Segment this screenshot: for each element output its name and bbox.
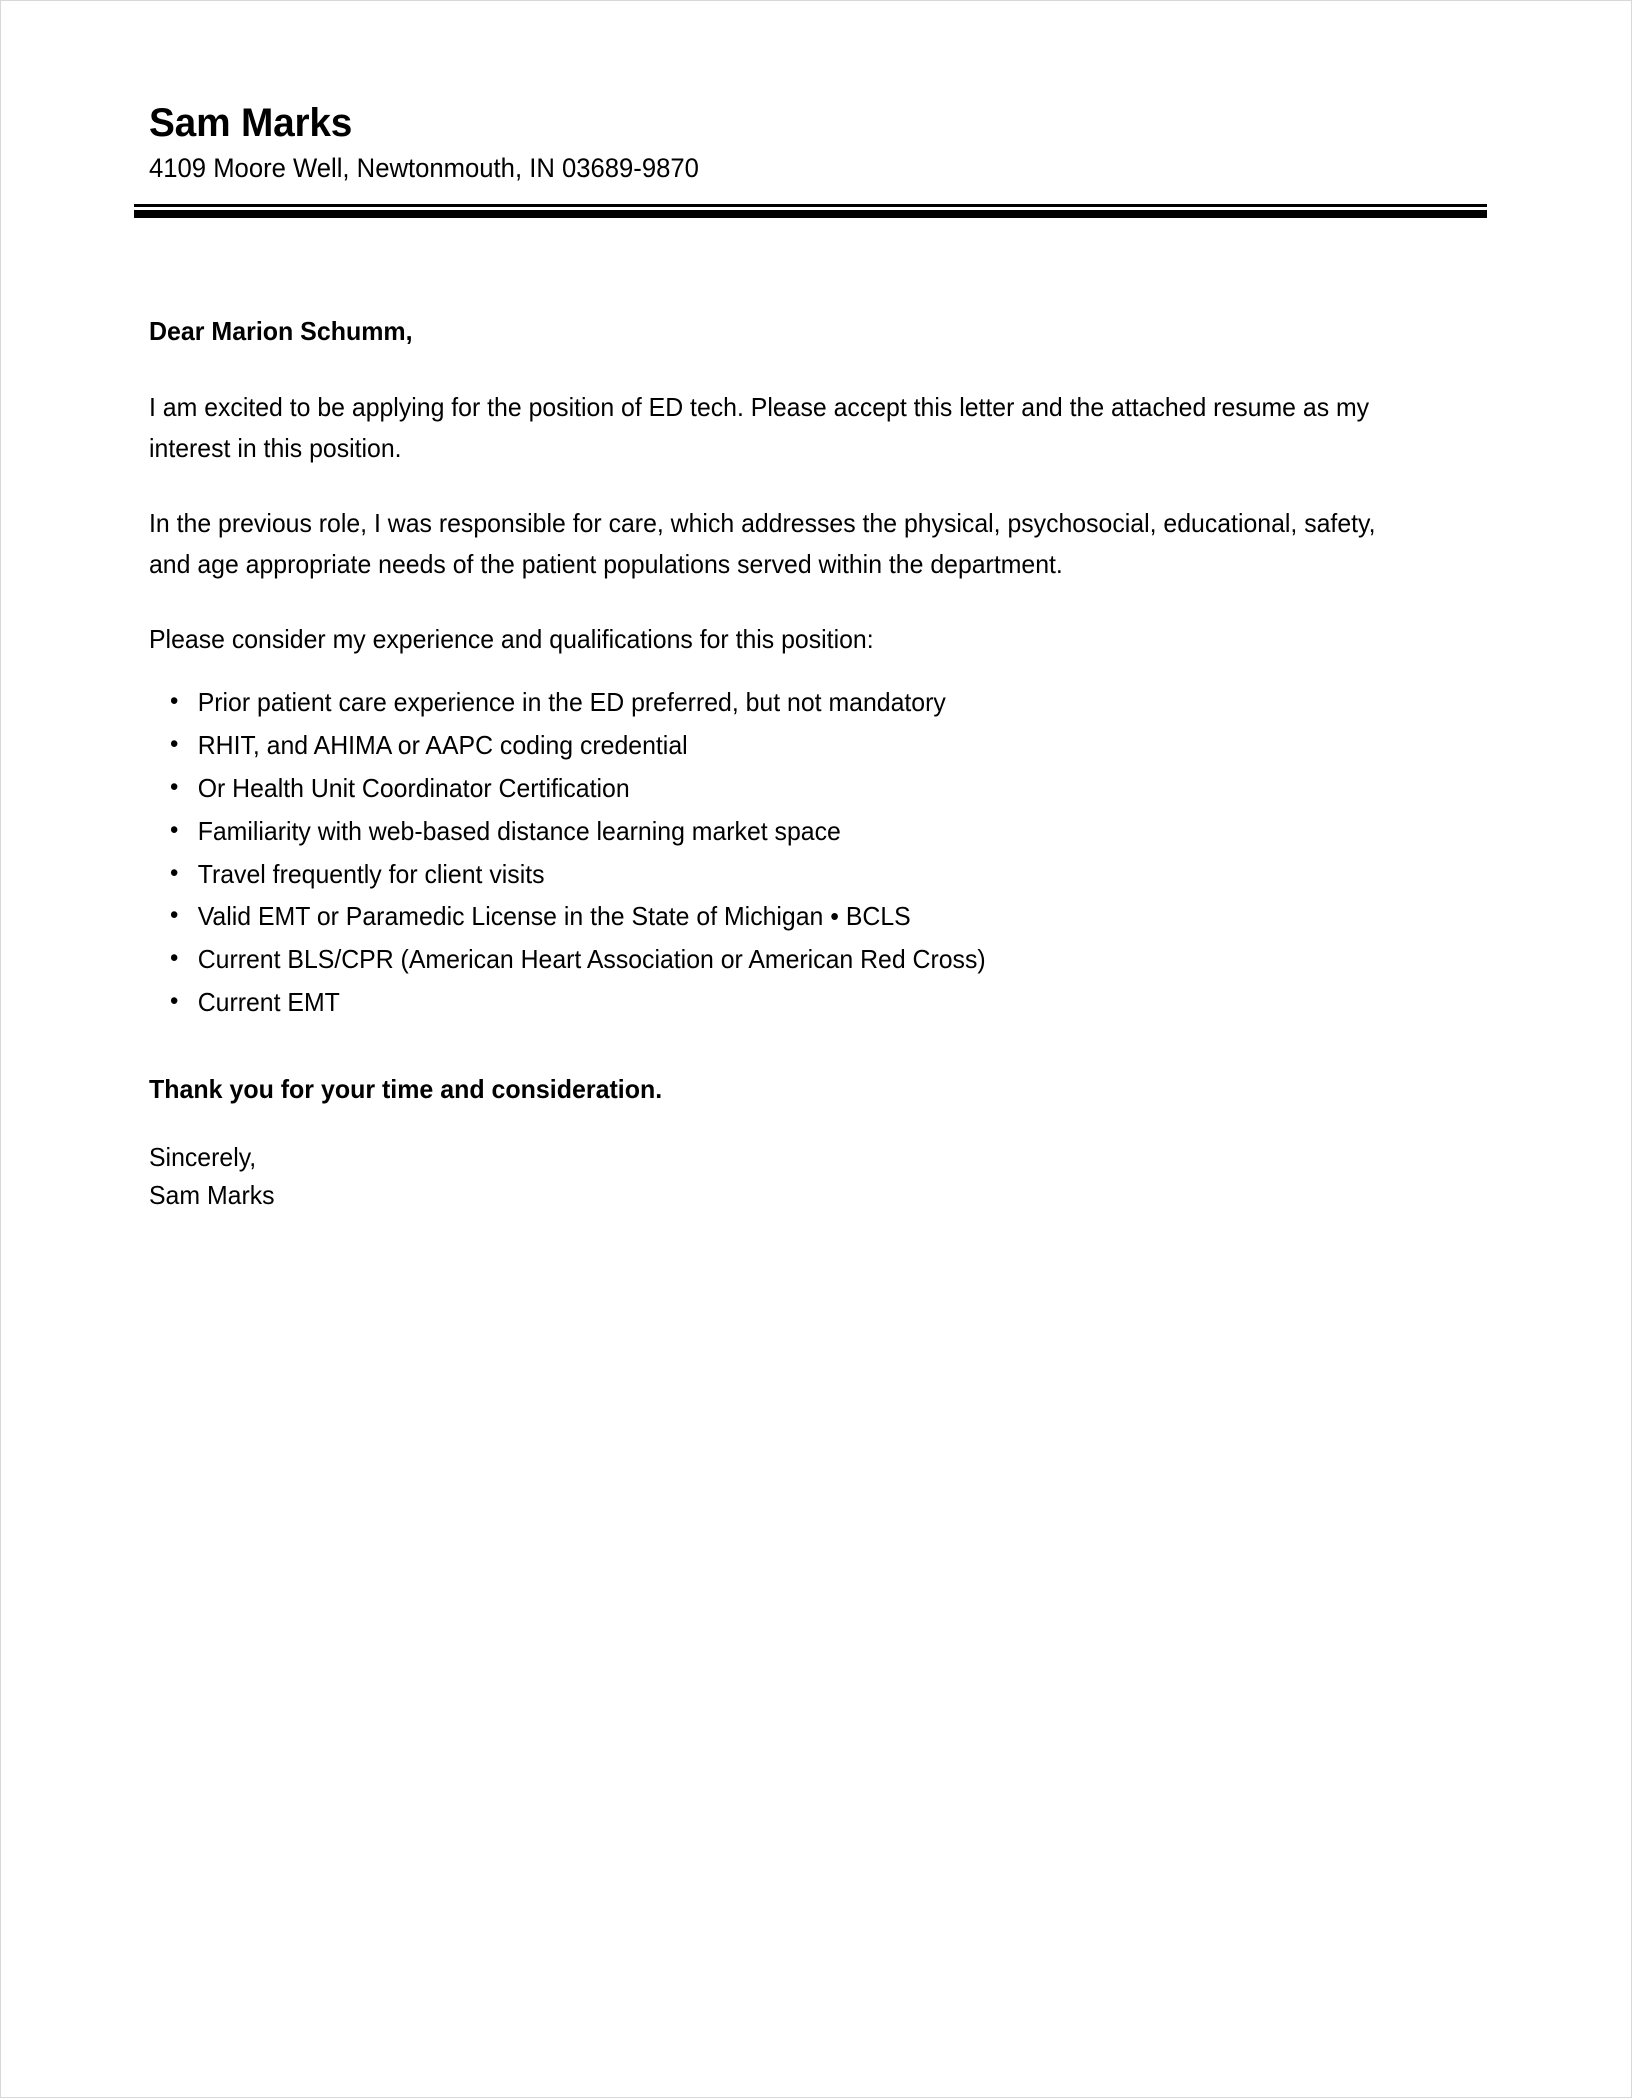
bullet-icon: • (170, 815, 179, 844)
signature-block (149, 1139, 1410, 1214)
bullet-icon: • (170, 901, 179, 930)
list-item-label: Current BLS/CPR (American Heart Association or American Red Cross) (197, 944, 986, 975)
list-item (149, 772, 1410, 806)
header-divider (134, 204, 1487, 218)
list-item (149, 858, 1410, 892)
list-item (149, 815, 1410, 849)
list-item-label: Current EMT (197, 987, 340, 1018)
bullet-icon: • (170, 730, 179, 759)
list-item (149, 900, 1410, 934)
bullet-icon: • (170, 687, 179, 716)
closing-statement: Thank you for your time and consideration. (149, 1073, 663, 1104)
list-item (149, 943, 1410, 977)
list-item-label: Valid EMT or Paramedic License in the State of Michigan • BCLS (197, 901, 911, 932)
bullet-icon: • (170, 773, 179, 802)
list-item (149, 729, 1410, 763)
bullet-icon: • (170, 987, 179, 1016)
list-item-label: Familiarity with web-based distance learning market space (197, 815, 841, 846)
list-lead-in: Please consider my experience and qualifications for this position: (149, 624, 874, 655)
letter-sheet (1, 1, 1632, 2098)
list-item-label: Or Health Unit Coordinator Certification (197, 773, 630, 804)
salutation: Dear Marion Schumm, (149, 316, 413, 346)
bullet-icon: • (170, 858, 179, 887)
qualifications-list (149, 686, 1410, 1019)
list-item-label: Travel frequently for client visits (197, 858, 545, 889)
bullet-icon: • (170, 944, 179, 973)
list-item (149, 686, 1410, 720)
list-item-label: RHIT, and AHIMA or AAPC coding credential (197, 730, 688, 761)
letterhead (149, 101, 1489, 184)
sender-address: 4109 Moore Well, Newtonmouth, IN 03689-9870 (149, 152, 699, 183)
paragraph-experience: In the previous role, I was responsible for care, which addresses the physical, psychosocial, educational, safety, and age appropriate needs of the patient populations served within the department. (149, 508, 1376, 580)
letter-body (149, 314, 1469, 1214)
list-item-label: Prior patient care experience in the ED preferred, but not mandatory (197, 687, 946, 718)
signature-name: Sam Marks (149, 1179, 275, 1210)
sender-name: Sam Marks (149, 101, 353, 145)
signoff-line: Sincerely, (149, 1141, 257, 1172)
list-item (149, 986, 1410, 1020)
paragraph-intro: I am excited to be applying for the position of ED tech. Please accept this letter and the attached resume as my interest in this position. (149, 392, 1370, 464)
divider-thick-line (134, 210, 1487, 218)
